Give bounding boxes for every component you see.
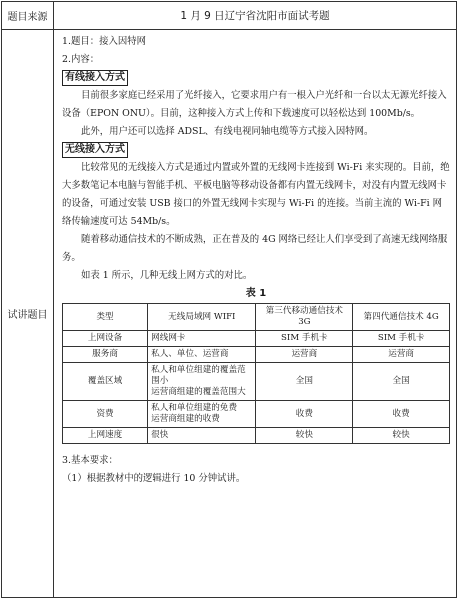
table-header-cell: 类型 [63,304,148,331]
table-row [63,428,450,444]
table-row [63,363,450,401]
table-row [63,347,450,363]
table-cell: 较快 [256,428,353,444]
table-row-label: 上网速度 [63,428,148,444]
item-topic: 1.题目：接入因特网 [62,36,146,47]
table-row [63,331,450,347]
paragraph-adsl: 此外，用户还可以选择 ADSL、有线电视同轴电缆等方式接入因特网。 [81,126,374,137]
section-wireless-title: 无线接入方式 [62,142,128,158]
question-content [54,30,456,488]
source-title: 1 月 9 日辽宁省沈阳市面试考题 [54,2,457,30]
table-cell: 收费 [256,401,353,428]
table-cell: 私人和单位组建的免费 运营商组建的收费 [148,401,256,428]
table-cell: SIM 手机卡 [256,331,353,347]
table-cell: 很快 [148,428,256,444]
table-cell: 私人、单位、运营商 [148,347,256,363]
table-cell: 私人和单位组建的覆盖范围小 运营商组建的覆盖范围大 [148,363,256,401]
table-cell: 运营商 [353,347,450,363]
question-label: 试讲题目 [2,30,54,598]
exam-question-table [1,1,457,598]
table-cell: 收费 [353,401,450,428]
table-header-cell: 第四代通信技术 4G [353,304,450,331]
item-requirements-heading: 3.基本要求： [62,455,118,466]
document-page [1,1,457,598]
comparison-table [62,303,450,444]
table-caption: 表 1 [245,288,267,299]
table-header-cell: 第三代移动通信技术 3G [256,304,353,331]
table-header-row [63,304,450,331]
paragraph-wifi: 比较常见的无线接入方式是通过内置或外置的无线网卡连接到 Wi-Fi 来实现的。目前，绝大多数笔记本电脑与智能手机、平板电脑等移动设备都有内置无线网卡，对没有内置无线网卡的设备，可通过安装 USB 接口的外置无线网卡实现与 Wi-Fi 的连接。当前主流的 Wi-Fi 网络传输速度可达 54Mb/s。 [62,162,450,227]
paragraph-4g: 随着移动通信技术的不断成熟，正在普及的 4G 网络已经让人们享受到了高速无线网络服务。 [62,234,448,263]
paragraph-table-intro: 如表 1 所示，几种无线上网方式的对比。 [81,270,253,281]
table-row-label: 服务商 [63,347,148,363]
table-cell: 全国 [353,363,450,401]
table-cell: 较快 [353,428,450,444]
table-row-label: 覆盖区域 [63,363,148,401]
table-cell: 网线网卡 [148,331,256,347]
source-label: 题目来源 [2,2,54,30]
table-row [63,401,450,428]
table-row-label: 资费 [63,401,148,428]
table-cell: 全国 [256,363,353,401]
table-header-cell: 无线局域网 WIFI [148,304,256,331]
question-content-cell [54,30,457,598]
item-content-heading: 2.内容： [62,54,100,65]
table-cell: SIM 手机卡 [353,331,450,347]
requirement-1: （1）根据教材中的逻辑进行 10 分钟试讲。 [62,473,246,484]
table-row-label: 上网设备 [63,331,148,347]
paragraph-fiber: 目前很多家庭已经采用了光纤接入，它要求用户有一根入户光纤和一台以太无源光纤接入设备（EPON ONU）。目前，这种接入方式上传和下载速度可以轻松达到 100Mb/s。 [62,90,447,119]
table-cell: 运营商 [256,347,353,363]
section-wired-title: 有线接入方式 [62,70,128,86]
